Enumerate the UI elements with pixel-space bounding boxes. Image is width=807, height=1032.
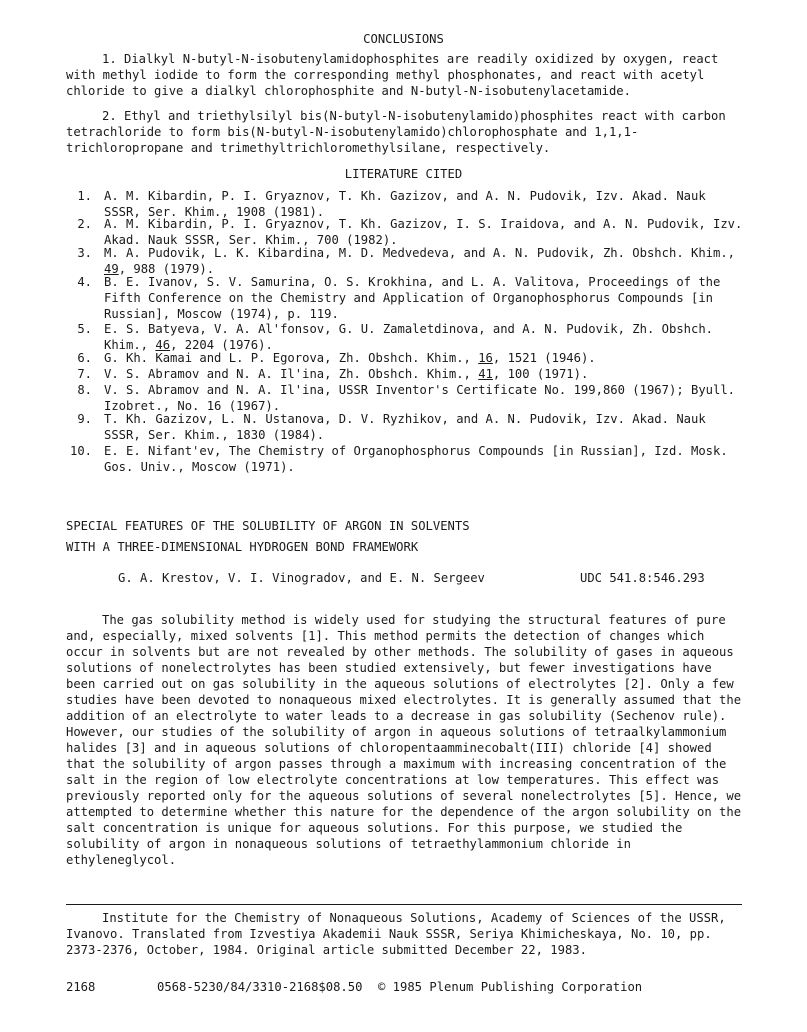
reference-text-main: M. A. Pudovik, L. K. Kibardina, M. D. Medvedeva, and A. N. Pudovik, Zh. Obshch. Khim.,	[104, 246, 736, 260]
reference-text: B. E. Ivanov, S. V. Samurina, O. S. Krokhina, and L. A. Valitova, Proceedings of the Fifth Conference on the Chemistry and Application of Organophosphorus Compounds [in Russian], Moscow (1974), p. 119.	[104, 275, 721, 321]
reference-item	[66, 321, 746, 353]
reference-item	[66, 443, 746, 475]
reference-text-main: G. Kh. Kamai and L. P. Egorova, Zh. Obshch. Khim.,	[104, 351, 479, 365]
reference-text: A. M. Kibardin, P. I. Gryaznov, T. Kh. Gazizov, and A. N. Pudovik, Izv. Akad. Nauk SSSR, Ser. Khim., 1908 (1981).	[104, 189, 706, 219]
reference-item	[66, 350, 746, 366]
reference-volume: 16	[478, 351, 493, 365]
reference-item	[66, 382, 746, 414]
reference-text-tail: , 988 (1979).	[118, 262, 215, 276]
reference-volume: 46	[155, 338, 171, 352]
reference-text-tail: , 100 (1971).	[492, 367, 589, 381]
reference-text: V. S. Abramov and N. A. Il'ina, USSR Inventor's Certificate No. 199,860 (1967); Byull. Izobret., No. 16 (1967).	[104, 383, 736, 413]
footnote-rule	[66, 904, 742, 905]
reference-number: 2.	[77, 217, 92, 231]
reference-item	[66, 245, 746, 277]
reference-number: 5.	[77, 322, 92, 336]
conclusion-item-1: 1. Dialkyl N-butyl-N-isobutenylamidophosphites are readily oxidized by oxygen, react with methyl iodide to form the corresponding methyl phosphonates, and react with acetyl chloride to give a dialkyl chlorophosphite and N-butyl-N-isobutenylacetamide.	[66, 52, 719, 98]
reference-text-tail: , 2204 (1976).	[170, 338, 273, 352]
literature-heading: LITERATURE CITED	[344, 167, 463, 181]
reference-text-tail: , 1521 (1946).	[492, 351, 596, 365]
reference-text-main: V. S. Abramov and N. A. Il'ina, Zh. Obshch. Khim.,	[104, 367, 479, 381]
reference-number: 9.	[77, 412, 92, 426]
reference-number: 10.	[69, 444, 92, 458]
reference-volume: 49	[104, 262, 119, 276]
reference-item	[66, 366, 746, 382]
reference-text-main: E. S. Batyeva, V. A. Al'fonsov, G. U. Zamaletdinova, and A. N. Pudovik, Zh. Obshch. Khim.,	[104, 322, 714, 352]
reference-item	[66, 216, 746, 248]
article-authors: G. A. Krestov, V. I. Vinogradov, and E. N. Sergeev	[118, 571, 485, 585]
footnote: Institute for the Chemistry of Nonaqueous Solutions, Academy of Sciences of the USSR, Ivanovo. Translated from Izvestiya Akademii Nauk SSSR, Seriya Khimicheskaya, No. 10, pp. 2373-2376, October, 1984. Original article submitted December 22, 1983.	[66, 911, 726, 957]
article-body: The gas solubility method is widely used for studying the structural features of pure and, especially, mixed solvents [1]. This method permits the detection of changes which occur in solvents but are not revealed by other methods. The solubility of gases in aqueous solutions of nonelectrolytes has been studied extensively, but fewer investigations have been carried out on gas solubility in the aqueous solutions of electrolytes [2]. Only a few studies have been devoted to nonaqueous mixed electrolytes. It is generally assumed that the addition of an electrolyte to water leads to a decrease in gas solubility (Sechenov rule). However, our studies of the solubility of argon in aqueous solutions of tetraalkylammonium halides [3] and in aqueous solutions of chloropentaamminecobalt(III) chloride [4] showed that the solubility of argon passes through a maximum with increasing concentration of the salt in the region of low electrolyte concentrations at low temperatures. This effect was previously reported only for the aqueous solutions of several nonelectrolytes [5]. Hence, we attempted to determine whether this nature for the dependence of the argon solubility on the salt concentration is unique for aqueous solutions. For this purpose, we studied the solubility of argon in nonaqueous solutions of tetraethylammonium chloride in ethyleneglycol.	[66, 613, 742, 867]
udc-code: UDC 541.8:546.293	[580, 571, 705, 585]
reference-number: 1.	[77, 189, 92, 203]
reference-text	[104, 245, 746, 277]
article-code: 0568-5230/84/3310-2168$08.50	[157, 980, 363, 994]
reference-number: 6.	[77, 351, 92, 365]
conclusion-item-2: 2. Ethyl and triethylsilyl bis(N-butyl-N-isobutenylamido)phosphites react with carbon tetrachloride to form bis(N-butyl-N-isobutenylamido)chlorophosphate and 1,1,1-trichloropropane and trimethyltrichloromethylsilane, respectively.	[66, 109, 726, 155]
reference-item	[66, 411, 746, 443]
article-title-line-2: WITH A THREE-DIMENSIONAL HYDROGEN BOND FRAMEWORK	[66, 540, 419, 554]
conclusions-heading: CONCLUSIONS	[363, 32, 444, 46]
page-number: 2168	[66, 980, 96, 994]
article-title-line-1: SPECIAL FEATURES OF THE SOLUBILITY OF ARGON IN SOLVENTS	[66, 519, 470, 533]
reference-volume: 41	[478, 367, 493, 381]
reference-text	[104, 321, 746, 353]
reference-number: 7.	[77, 367, 92, 381]
reference-text: T. Kh. Gazizov, L. N. Ustanova, D. V. Ryzhikov, and A. N. Pudovik, Izv. Akad. Nauk SSSR, Ser. Khim., 1830 (1984).	[104, 412, 706, 442]
reference-text	[104, 366, 746, 382]
reference-text	[104, 350, 746, 366]
reference-number: 8.	[77, 383, 92, 397]
reference-number: 4.	[77, 275, 92, 289]
reference-text: E. E. Nifant'ev, The Chemistry of Organophosphorus Compounds [in Russian], Izd. Mosk. Gos. Univ., Moscow (1971).	[104, 444, 728, 474]
reference-number: 3.	[77, 246, 92, 260]
reference-text: A. M. Kibardin, P. I. Gryaznov, T. Kh. Gazizov, I. S. Iraidova, and A. N. Pudovik, Izv. Akad. Nauk SSSR, Ser. Khim., 700 (1982).	[104, 217, 743, 247]
reference-item	[66, 274, 746, 322]
copyright: © 1985 Plenum Publishing Corporation	[378, 980, 643, 994]
